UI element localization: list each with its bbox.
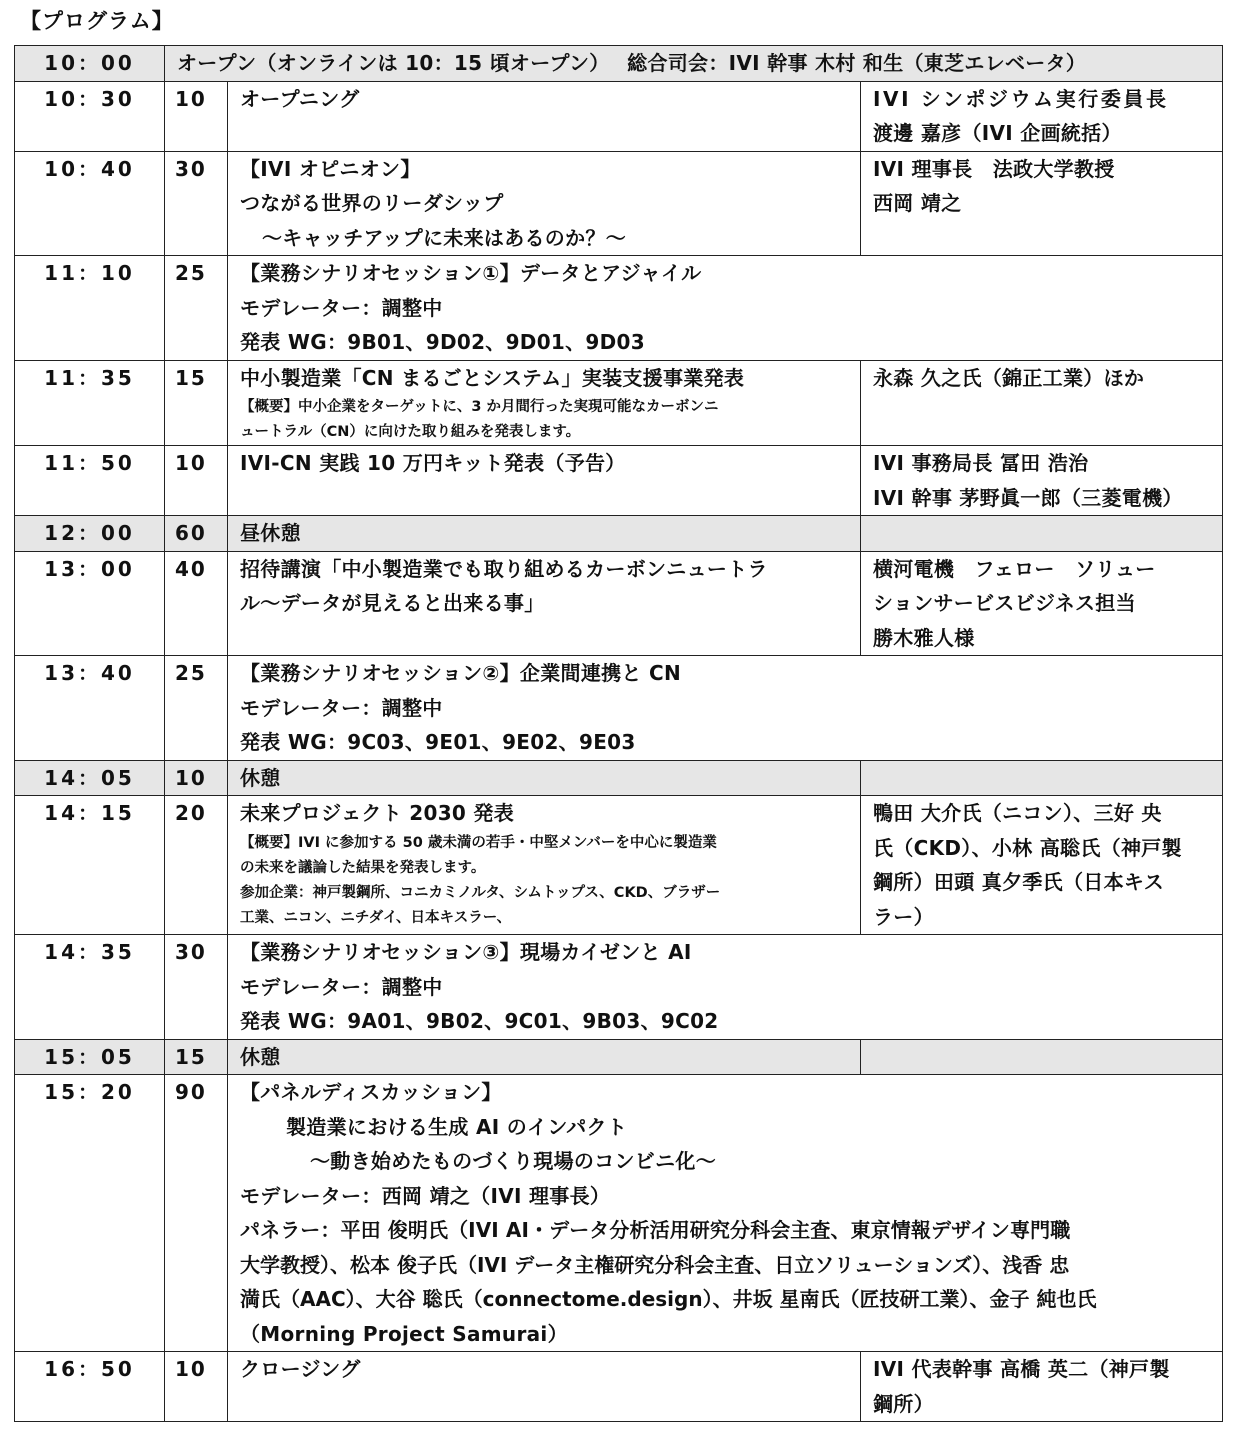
row-title — [228, 935, 1223, 1040]
row-speaker — [861, 360, 1223, 446]
program-row — [15, 81, 1223, 151]
row-title — [228, 796, 861, 935]
speaker-line: IVI 幹事 茅野眞一郎（三菱電機） — [873, 485, 1183, 510]
program-row — [15, 796, 1223, 935]
row-title — [228, 656, 1223, 761]
row-time: 10：30 — [15, 81, 165, 151]
row-time: 16：50 — [15, 1352, 165, 1422]
row-title — [228, 760, 861, 796]
program-row — [15, 551, 1223, 656]
header-text: オープン（オンラインは 10：15 頃オープン） 総合司会：IVI 幹事 木村 和生（東芝エレベータ） — [165, 46, 1223, 82]
row-duration: 10 — [165, 1352, 228, 1422]
row-title — [228, 1075, 1223, 1352]
row-time: 12：00 — [15, 516, 165, 552]
note-line: 工業、ニコン、ニチダイ、日本キスラー、 — [240, 909, 512, 926]
program-row — [15, 935, 1223, 1040]
note-line: 参加企業：神戸製鋼所、コニカミノルタ、シムトップス、CKD、ブラザー — [240, 884, 721, 901]
row-duration: 25 — [165, 256, 228, 361]
speaker-line: 鋼所） — [873, 1391, 934, 1416]
break-row — [15, 1039, 1223, 1075]
page-heading: 【プログラム】 — [20, 9, 174, 33]
row-speaker — [861, 446, 1223, 516]
title-line: オープニング — [240, 86, 360, 111]
title-line: 休憩 — [240, 765, 281, 790]
row-time: 11：50 — [15, 446, 165, 516]
row-time: 14：15 — [15, 796, 165, 935]
header-time: 10：00 — [15, 46, 165, 82]
row-duration: 40 — [165, 551, 228, 656]
speaker-line: 横河電機 フェロー ソリュー — [873, 556, 1156, 581]
title-line: 満氏（AAC）、大谷 聡氏（connectome.design）、井坂 星南氏（匠技研工業）、金子 純也氏 — [240, 1287, 1097, 1311]
title-line: 発表 WG：9C03、9E01、9E02、9E03 — [240, 730, 636, 754]
row-speaker — [861, 796, 1223, 935]
program-row — [15, 151, 1223, 256]
title-line: モデレーター：調整中 — [240, 295, 443, 320]
row-duration: 30 — [165, 935, 228, 1040]
opening-header-row — [15, 46, 1223, 82]
title-line: IVI-CN 実践 10 万円キット発表（予告） — [240, 451, 626, 475]
title-line: 発表 WG：9A01、9B02、9C01、9B03、9C02 — [240, 1009, 719, 1033]
row-duration: 30 — [165, 151, 228, 256]
title-line: （Morning Project Samurai） — [240, 1321, 568, 1346]
break-row — [15, 516, 1223, 552]
program-row — [15, 1075, 1223, 1352]
program-row — [15, 360, 1223, 446]
title-line: モデレーター：調整中 — [240, 974, 443, 999]
title-line: 昼休憩 — [240, 521, 301, 545]
title-line: ～動き始めたものづくり現場のコンビニ化～ — [310, 1149, 716, 1173]
row-title — [228, 151, 861, 256]
row-time: 11：35 — [15, 360, 165, 446]
title-line: 休憩 — [240, 1044, 281, 1069]
row-time: 13：40 — [15, 656, 165, 761]
title-line: ～キャッチアップに未来はあるのか？～ — [262, 225, 626, 250]
row-duration: 20 — [165, 796, 228, 935]
row-time: 13：00 — [15, 551, 165, 656]
row-title — [228, 360, 861, 446]
row-time: 11：10 — [15, 256, 165, 361]
title-line: 【業務シナリオセッション③】現場カイゼンと AI — [240, 940, 692, 964]
row-duration: 90 — [165, 1075, 228, 1352]
row-time: 14：35 — [15, 935, 165, 1040]
speaker-line: IVI シンポジウム実行委員長 — [873, 86, 1169, 111]
row-duration: 25 — [165, 656, 228, 761]
break-row — [15, 760, 1223, 796]
speaker-line: IVI 代表幹事 高橋 英二（神戸製 — [873, 1357, 1170, 1381]
program-row — [15, 256, 1223, 361]
note-line: 【概要】中小企業をターゲットに、3 か月間行った実現可能なカーボンニ — [240, 399, 719, 415]
title-line: 【業務シナリオセッション②】企業間連携と CN — [240, 661, 682, 685]
row-speaker — [861, 1039, 1223, 1075]
row-speaker — [861, 516, 1223, 552]
row-speaker — [861, 81, 1223, 151]
title-line: 【業務シナリオセッション①】データとアジャイル — [240, 261, 702, 285]
row-speaker — [861, 151, 1223, 256]
row-speaker — [861, 760, 1223, 796]
title-line: クロージング — [240, 1357, 361, 1381]
row-title — [228, 446, 861, 516]
row-duration: 60 — [165, 516, 228, 552]
title-line: つながる世界のリーダシップ — [240, 191, 504, 215]
title-line: パネラー：平田 俊明氏（IVI AI・データ分析活用研究分科会主査、東京情報デザイン専門職 — [240, 1218, 1071, 1242]
row-time: 15：05 — [15, 1039, 165, 1075]
program-row — [15, 446, 1223, 516]
program-row — [15, 1352, 1223, 1422]
speaker-line: 鴨田 大介氏（ニコン）、三好 央 — [873, 801, 1162, 825]
title-line: 中小製造業「CN まるごとシステム」実装支援事業発表 — [240, 365, 745, 390]
title-line: 【IVI オピニオン】 — [240, 156, 421, 181]
speaker-line: 永森 久之氏（錦正工業）ほか — [873, 365, 1145, 390]
note-line: 【概要】IVI に参加する 50 歳未満の若手・中堅メンバーを中心に製造業 — [240, 834, 717, 851]
speaker-line: IVI 理事長 法政大学教授 — [873, 156, 1115, 181]
title-line: モデレーター：西岡 靖之（IVI 理事長） — [240, 1183, 611, 1208]
note-line: ュートラル（CN）に向けた取り組みを発表します。 — [240, 424, 581, 440]
row-speaker — [861, 551, 1223, 656]
row-title — [228, 81, 861, 151]
row-time: 14：05 — [15, 760, 165, 796]
note-line: の未来を議論した結果を発表します。 — [240, 859, 486, 876]
title-line: 製造業における生成 AI のインパクト — [286, 1114, 628, 1139]
speaker-line: 勝木雅人様 — [873, 625, 975, 650]
title-line: 大学教授）、松本 俊子氏（IVI データ主権研究分科会主査、日立ソリューションズ）、浅香 忠 — [240, 1252, 1070, 1277]
program-row — [15, 656, 1223, 761]
speaker-line: 氏（CKD）、小林 高聡氏（神戸製 — [873, 835, 1182, 860]
speaker-line: ラー） — [873, 904, 934, 929]
row-duration: 10 — [165, 81, 228, 151]
row-duration: 15 — [165, 360, 228, 446]
row-time: 10：40 — [15, 151, 165, 256]
title-line: 招待講演「中小製造業でも取り組めるカーボンニュートラ — [240, 556, 768, 581]
title-line: モデレーター：調整中 — [240, 695, 443, 720]
speaker-line: IVI 事務局長 冨田 浩治 — [873, 451, 1089, 475]
row-duration: 10 — [165, 760, 228, 796]
row-duration: 10 — [165, 446, 228, 516]
program-table — [14, 45, 1223, 1422]
title-line: ル～データが見えると出来る事」 — [240, 591, 545, 615]
title-line: 発表 WG：9B01、9D02、9D01、9D03 — [240, 330, 645, 354]
row-title — [228, 256, 1223, 361]
row-title — [228, 516, 861, 552]
speaker-line: 鋼所）田頭 真夕季氏（日本キス — [873, 870, 1165, 894]
row-duration: 15 — [165, 1039, 228, 1075]
row-speaker — [861, 1352, 1223, 1422]
speaker-line: 西岡 靖之 — [873, 191, 962, 215]
row-title — [228, 1039, 861, 1075]
row-title — [228, 1352, 861, 1422]
speaker-line: ションサービスビジネス担当 — [873, 591, 1136, 615]
row-time: 15：20 — [15, 1075, 165, 1352]
row-title — [228, 551, 861, 656]
speaker-line: 渡邊 嘉彦（IVI 企画統括） — [873, 121, 1122, 145]
title-line: 【パネルディスカッション】 — [240, 1080, 502, 1104]
title-line: 未来プロジェクト 2030 発表 — [240, 801, 514, 825]
